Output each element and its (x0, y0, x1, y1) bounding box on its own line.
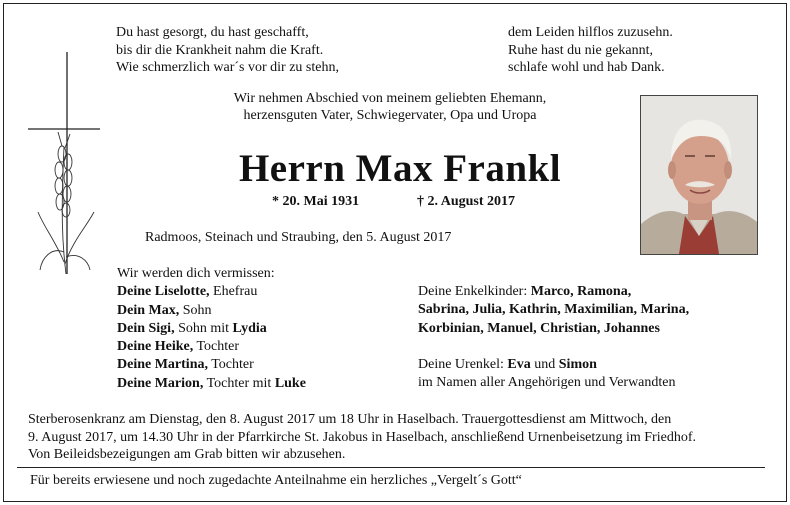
mourner-item (117, 338, 306, 356)
grandchildren-label: Deine Enkelkinder: (418, 284, 531, 299)
mourner-name: Deine Martina, (117, 357, 208, 373)
mourner-relation: Ehefrau (209, 284, 258, 300)
mourner-relation: Tochter (207, 357, 254, 373)
mourner-name: Deine Heike, (117, 339, 194, 355)
place-date: Radmoos, Steinach und Straubing, den 5. August 2017 (145, 230, 452, 245)
mourners-right (418, 283, 689, 392)
footer-line: Sterberosenkranz am Dienstag, den 8. August 2017 um 18 Uhr in Haselbach. Trauergottesdienst am Mittwoch, den (28, 412, 672, 427)
family-line: im Namen aller Angehörigen und Verwandten (418, 375, 676, 391)
intro-line: Wir nehmen Abschied von meinem geliebten Ehemann, (233, 91, 547, 106)
great-name: Simon (558, 356, 597, 372)
mourner-partner: Lydia (232, 320, 267, 336)
grandchildren-line (418, 301, 689, 319)
grandchildren-names: Sabrina, Julia, Kathrin, Maximilian, Marina, (418, 302, 690, 318)
great-name: Eva (507, 356, 531, 372)
intro-text (190, 90, 590, 124)
mourner-name: Deine Liselotte, (117, 284, 210, 300)
mourners-left (117, 265, 306, 393)
footer-line: 9. August 2017, um 14.30 Uhr in der Pfarrkirche St. Jakobus in Haselbach, anschließend Urnenbeisetzung im Friedhof. (28, 429, 696, 445)
portrait-photo (640, 95, 758, 255)
mourner-relation: Sohn (179, 302, 212, 318)
spacer (418, 338, 689, 356)
poem-left (116, 24, 339, 77)
poem-line: Du hast gesorgt, du hast geschafft, (116, 25, 309, 40)
grandchildren-names: Marco, Ramona, (530, 284, 632, 299)
poem-line: dem Leiden hilflos zuzusehn. (508, 25, 673, 40)
poem-line: schlafe wohl und hab Dank. (508, 60, 665, 75)
mourner-item (117, 375, 306, 393)
deceased-name: Herrn Max Frankl (238, 147, 562, 190)
poem-line: Ruhe hast du nie gekannt, (508, 42, 654, 58)
mourner-name: Dein Max, (117, 302, 180, 318)
mourner-item (117, 283, 306, 301)
mourner-partner: Luke (274, 375, 306, 391)
cross-wheat-icon (28, 52, 100, 277)
mourner-item (117, 356, 306, 374)
grandchildren-names: Korbinian, Manuel, Christian, Johannes (418, 320, 660, 336)
mourners-heading: Wir werden dich vermissen: (117, 266, 275, 281)
death-date: † 2. August 2017 (417, 194, 516, 209)
mourner-item (117, 302, 306, 320)
mourner-relation: Sohn mit (174, 320, 233, 336)
great-and: und (530, 356, 559, 372)
funeral-details (28, 411, 768, 464)
intro-line: herzensguten Vater, Schwiegervater, Opa und Uropa (243, 108, 537, 123)
mourner-item (117, 320, 306, 338)
birth-date: * 20. Mai 1931 (272, 194, 360, 209)
grandchildren-line (418, 320, 689, 338)
poem-right (508, 24, 673, 77)
thanks-line: Für bereits erwiesene und noch zugedachte Anteilnahme ein herzliches „Vergelt´s Gott“ (30, 473, 522, 488)
mourner-name: Deine Marion, (117, 375, 204, 391)
mourner-relation: Tochter mit (203, 375, 275, 391)
great-label: Deine Urenkel: (418, 356, 508, 372)
mourner-relation: Tochter (193, 339, 240, 355)
mourner-name: Dein Sigi, (117, 320, 175, 336)
great-grandchildren-line (418, 356, 689, 374)
divider (17, 467, 765, 468)
grandchildren-line (418, 283, 689, 301)
poem-line: Wie schmerzlich war´s vor dir zu stehn, (116, 60, 339, 75)
portrait-image (641, 96, 757, 254)
poem-line: bis dir die Krankheit nahm die Kraft. (116, 42, 324, 58)
footer-line: Von Beileidsbezeigungen am Grab bitten wir abzusehen. (28, 447, 346, 462)
